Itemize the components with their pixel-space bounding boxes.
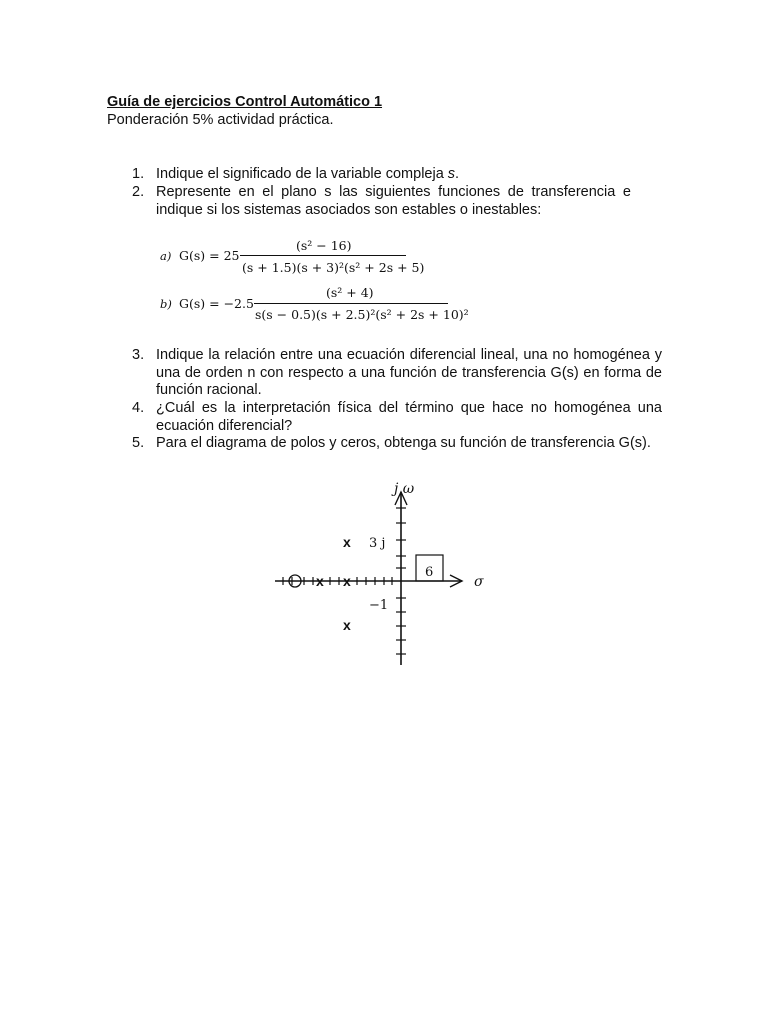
equation-label: a) xyxy=(160,249,172,263)
real-axis-label: σ xyxy=(474,574,484,590)
pole-marker: x xyxy=(343,534,351,550)
equation-numerator: (s² + 4) xyxy=(326,285,374,300)
imaginary-axis-label: j ω xyxy=(394,481,415,497)
pole-marker: x xyxy=(343,617,351,633)
question-number: 5. xyxy=(132,435,145,451)
question-text: Indique el significado de la variable compleja s. xyxy=(156,166,460,182)
question-text: Indique la relación entre una ecuación diferencial lineal, una no homogénea y una de orden n con respecto a una función de transferencia G(s) en forma de función racional. xyxy=(156,347,662,398)
equation-label: b) xyxy=(160,297,172,311)
pole-marker: x xyxy=(316,573,324,589)
equation-denominator: s(s − 0.5)(s + 2.5)²(s² + 2s + 10)² xyxy=(255,307,469,322)
fraction-bar xyxy=(254,303,448,304)
page-title: Guía de ejercicios Control Automático 1 xyxy=(107,94,383,110)
equation-denominator: (s + 1.5)(s + 3)²(s² + 2s + 5) xyxy=(242,260,425,275)
question-number: 3. xyxy=(132,347,145,363)
question-text: ¿Cuál es la interpretación física del término que hace no homogénea una ecuación diferencial? xyxy=(156,400,662,434)
equation-numerator: (s² − 16) xyxy=(296,238,352,253)
page-subtitle: Ponderación 5% actividad práctica. xyxy=(107,112,334,128)
equation-lhs: G(s) = 25 xyxy=(179,248,240,263)
fraction-bar xyxy=(240,255,406,256)
label-minus1: −1 xyxy=(369,598,389,613)
pole-zero-diagram xyxy=(260,470,500,680)
question-number: 4. xyxy=(132,400,145,416)
question-text: Represente en el plano s las siguientes funciones de transferencia e indique si los sistemas asociados son estables o inestables: xyxy=(156,184,631,218)
question-number: 1. xyxy=(132,166,145,182)
pole-marker: x xyxy=(343,573,351,589)
question-text: Para el diagrama de polos y ceros, obtenga su función de transferencia G(s). xyxy=(156,435,651,451)
annotation-box-label: 6 xyxy=(425,565,434,580)
question-number: 2. xyxy=(132,184,145,200)
label-3j: 3 j xyxy=(369,536,386,551)
equation-lhs: G(s) = −2.5 xyxy=(179,296,254,311)
